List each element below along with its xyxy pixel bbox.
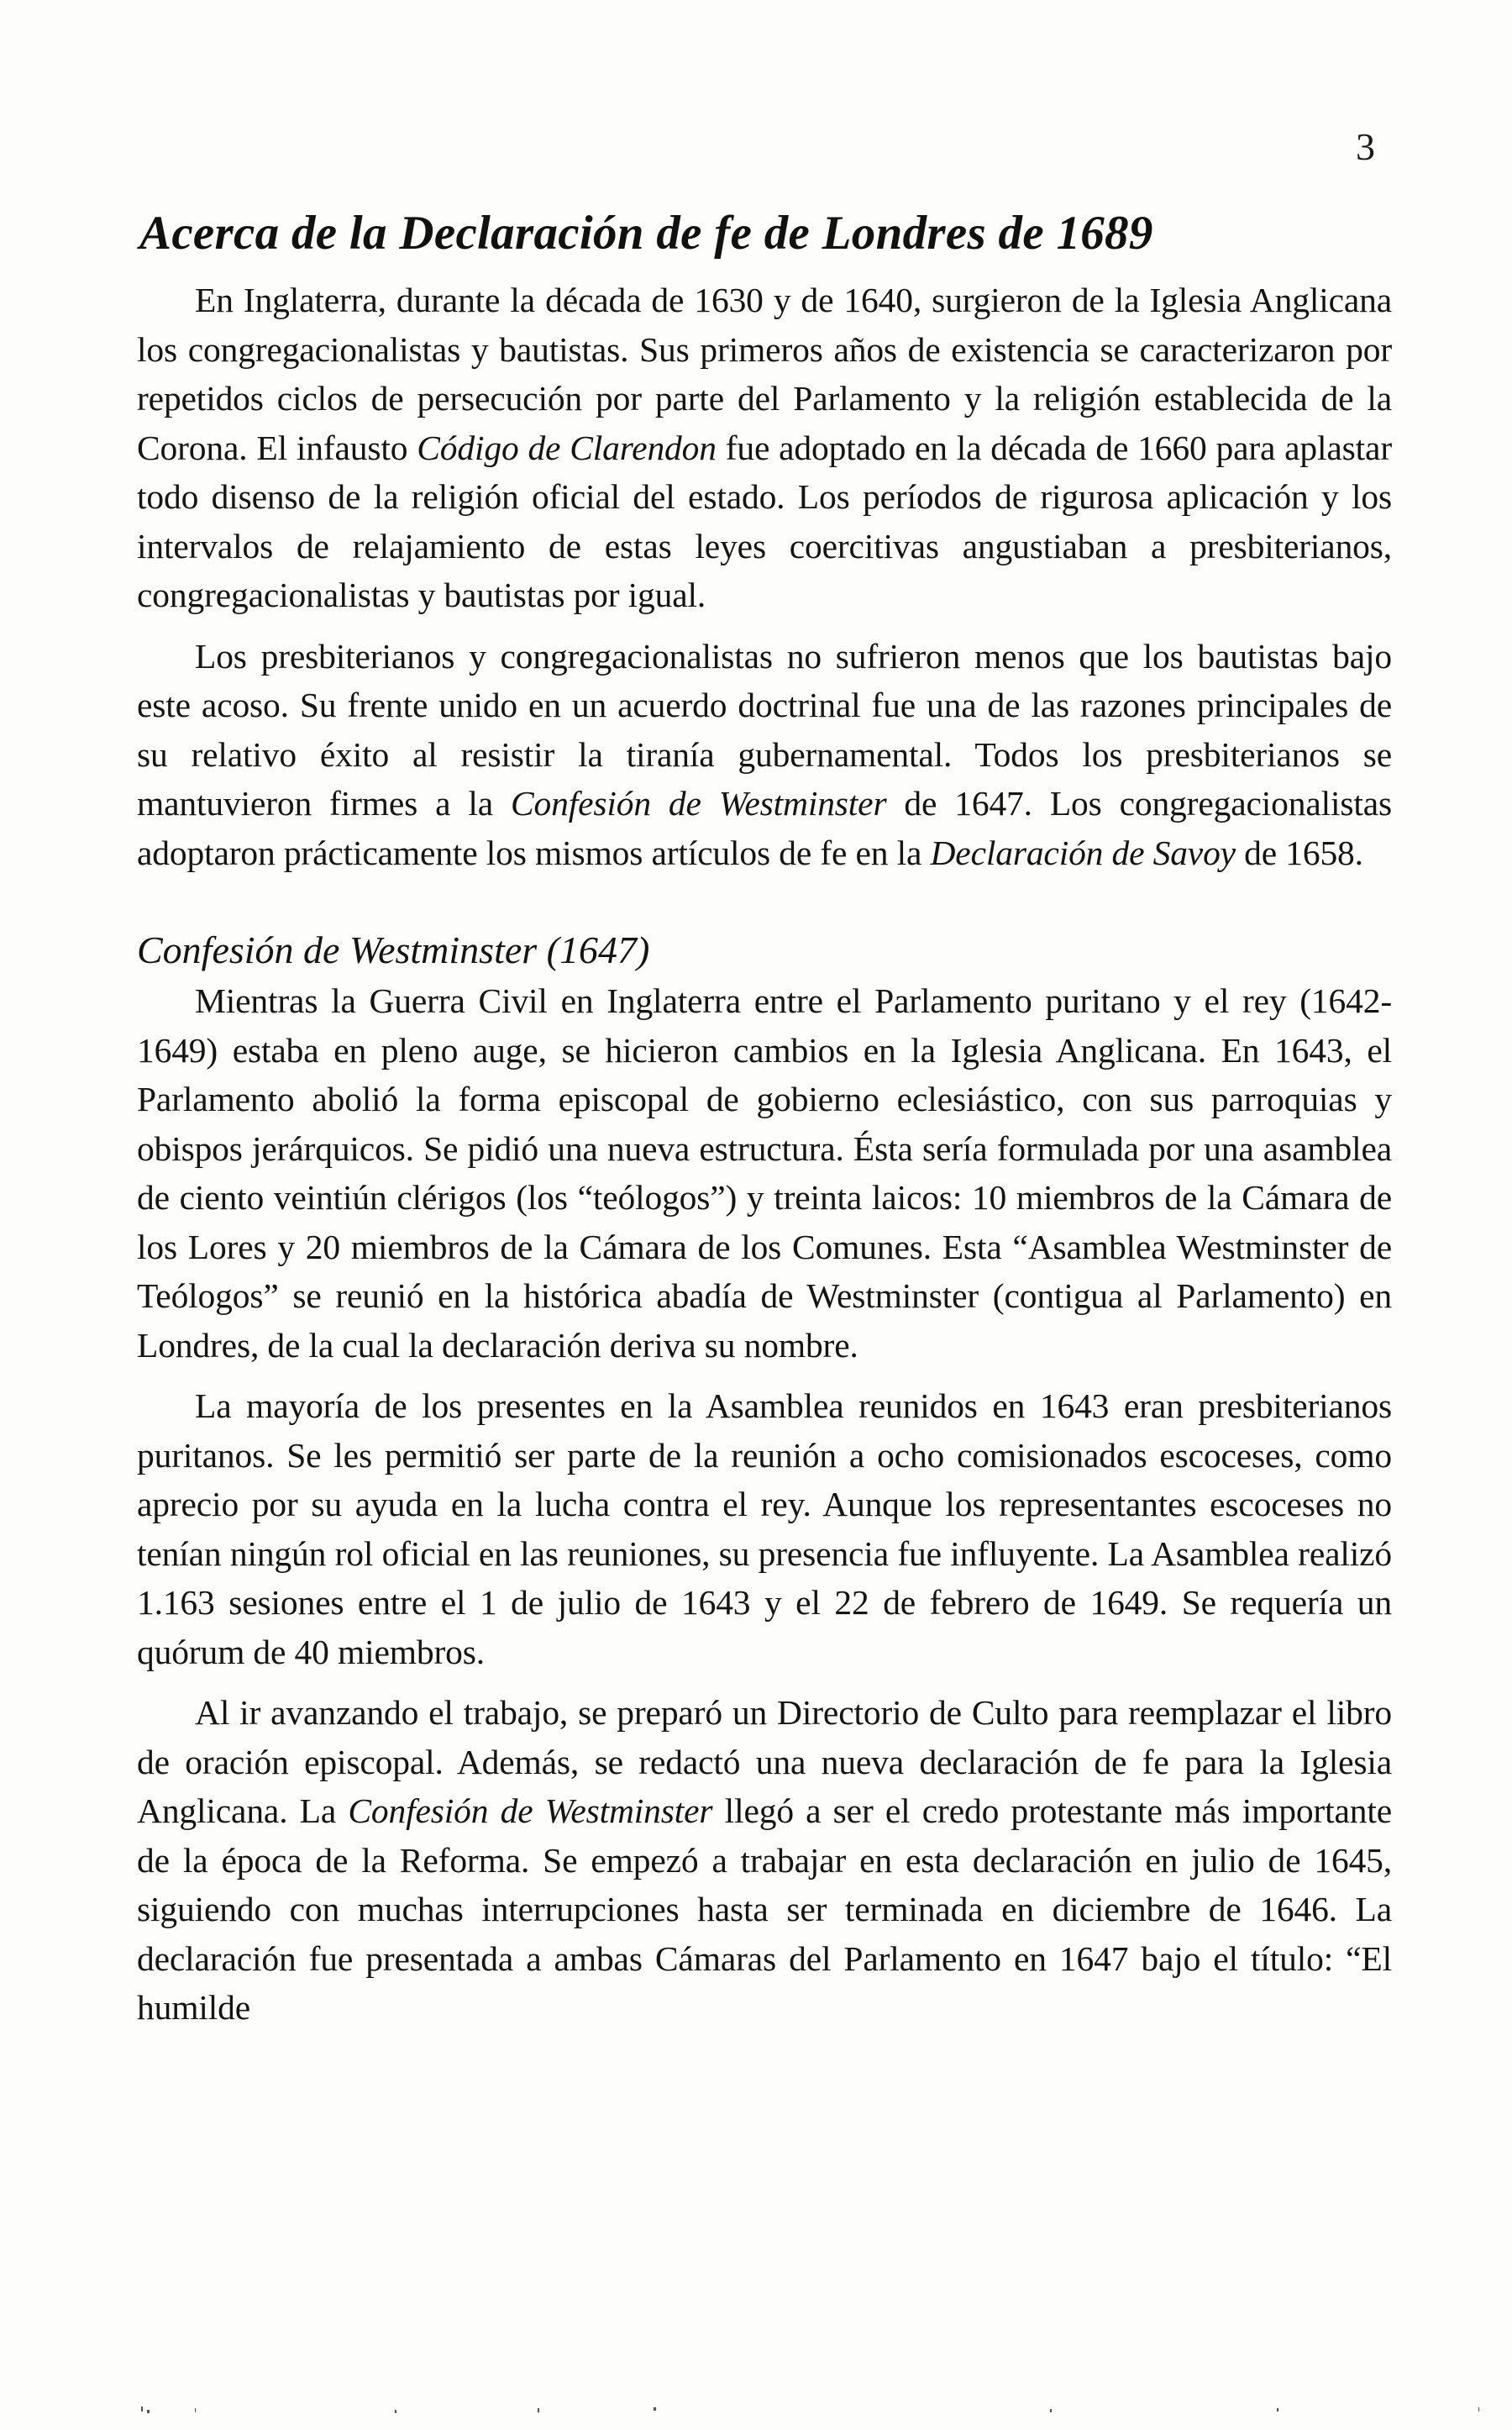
italic-title-reference: Código de Clarendon	[417, 428, 717, 467]
paragraph-text: Al ir avanzando el trabajo, se preparó un Directorio de Culto para reemplazar el libro de oración episcopal. Además, se redactó una nueva declaración de fe para la Iglesia Anglicana. La	[137, 1693, 1392, 1830]
italic-title-reference: Confesión de Westminster	[510, 784, 887, 823]
paragraph-text: En Inglaterra, durante la década de 1630 y de 1640, surgieron de la Iglesia Anglicana los congregacionalistas y bautistas. Sus primeros años de existencia se caracterizaron por repetidos ciclos de persecución por parte del Parlamento y la religión establecida de la Corona. El infausto	[137, 281, 1392, 467]
scan-speck	[395, 2410, 396, 2413]
paragraph-text: de 1658.	[1235, 833, 1363, 872]
paragraph-text: llegó a ser el credo protestante más importante de la época de la Reforma. Se empezó a trabajar en esta declaración en julio de 1645, siguiendo con muchas interrupciones hasta ser terminada en diciembre de 1646. La declaración fue presentada a ambas Cámaras del Parlamento en 1647 bajo el título: “El humilde	[137, 1791, 1393, 2027]
paragraph-text: Mientras la Guerra Civil en Inglaterra entre el Parlamento puritano y el rey (1642-1649) estaba en pleno auge, se hicieron cambios en la Iglesia Anglicana. En 1643, el Parlamento abolió la forma episcopal de gobierno eclesiástico, con sus parroquias y obispos jerárquicos. Se pidió una nueva estructura. Ésta sería formulada por una asamblea de ciento veintiún clérigos (los “teólogos”) y treinta laicos: 10 miembros de la Cámara de los Lores y 20 miembros de la Cámara de los Comunes. Esta “Asamblea Westminster de Teólogos” se reunió en la histórica abadía de Westminster (contigua al Parlamento) en Londres, de la cual la declaración deriva su nombre.	[137, 981, 1392, 1365]
scan-speck	[654, 2407, 656, 2411]
scan-speck	[1050, 2409, 1052, 2412]
paragraph-intro-1	[137, 276, 1392, 620]
section-title: Confesión de Westminster (1647)	[137, 928, 650, 971]
paragraph-text: Los presbiterianos y congregacionalistas no sufrieron menos que los bautistas bajo este acoso. Su frente unido en un acuerdo doctrinal fue una de las razones principales de su relativo éxito al resistir la tiranía gubernamental. Todos los presbiterianos se mantuvieron firmes a la	[137, 636, 1392, 823]
paragraph-section-1	[137, 976, 1392, 1370]
page-number: 3	[1356, 125, 1375, 168]
paragraph-intro-2	[137, 632, 1392, 878]
paragraph-text: fue adoptado en la década de 1660 para aplastar todo disenso de la religión oficial del estado. Los períodos de rigurosa aplicación y los intervalos de relajamiento de estas leyes coercitivas angustiaban a presbiterianos, congregacionalistas y bautistas por igual.	[137, 428, 1393, 614]
scan-speck	[195, 2408, 196, 2412]
scan-speck	[147, 2410, 150, 2413]
scan-speck	[538, 2408, 539, 2412]
paragraph-section-3	[137, 1688, 1392, 2033]
scan-speck	[1277, 2408, 1278, 2412]
scan-speck	[1478, 2407, 1479, 2412]
paragraph-text: La mayoría de los presentes en la Asamblea reunidos en 1643 eran presbiterianos puritanos. Se les permitió ser parte de la reunión a ocho comisionados escoceses, como aprecio por su ayuda en la lucha contra el rey. Aunque los representantes escoceses no tenían ningún rol oficial en las reuniones, su presencia fue influyente. La Asamblea realizó 1.163 sesiones entre el 1 de julio de 1643 y el 22 de febrero de 1649. Se requería un quórum de 40 miembros.	[137, 1386, 1392, 1671]
paragraph-text: de 1647. Los congregacionalistas adoptaron prácticamente los mismos artículos de fe en la	[137, 784, 1392, 872]
page-content	[137, 200, 1392, 2033]
main-title: Acerca de la Declaración de fe de Londres de 1689	[139, 207, 1153, 260]
paragraph-section-2	[137, 1381, 1392, 1676]
scan-noise-marks	[0, 2403, 1512, 2420]
scan-speck	[141, 2406, 143, 2412]
italic-title-reference: Declaración de Savoy	[930, 833, 1236, 872]
italic-title-reference: Confesión de Westminster	[348, 1791, 713, 1830]
